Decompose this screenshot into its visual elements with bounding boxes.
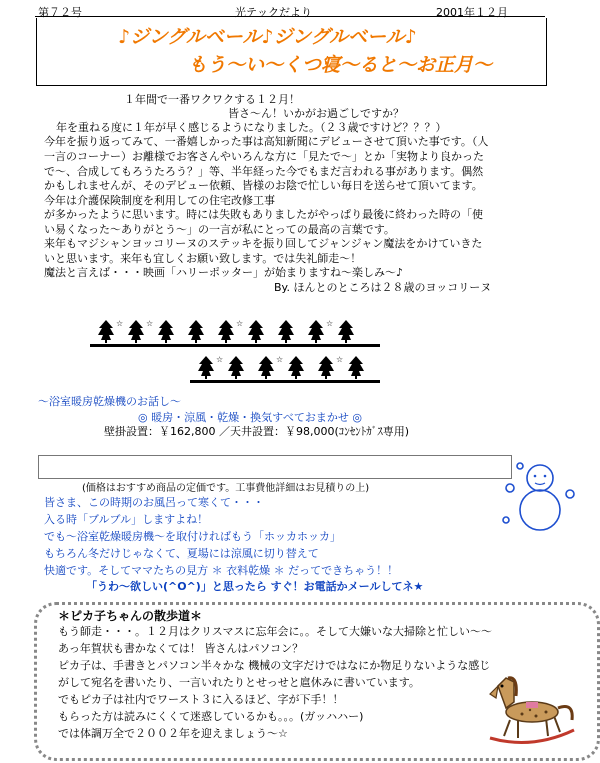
tree-row-top-icon (98, 319, 354, 343)
promo-line: 「うわ〜欲しい(^O^)」と思ったら すぐ！お電話かメールしてネ★ (86, 580, 424, 593)
intro-line: で〜、合成してもろうたろう？」等、半年経った今でもまだ言われる事があります。偶然 (44, 165, 484, 178)
intro-line: が多かったように思います。時には失敗もありましたがやっぱり最後に終わった時の「使 (44, 208, 484, 221)
column-line: がして宛名を書いたり、一言いれたりとせっせと扈休みに書いています。 (58, 676, 420, 689)
promo-line: 快適です。そしてママたちの見方 ＊ 衣料乾燥 ＊ だってできちゃう！！ (44, 564, 399, 577)
intro-line: 年を重ねる度に１年が早く感じるようになりました。（２３歳ですけど？？？） (56, 121, 447, 134)
title-line-1: ♪ジングルベール♪ジングルベール♪ (118, 26, 417, 48)
column-line: でもピカ子は社内でワースト３に入るほど、字が下手！！ (58, 693, 344, 706)
column-line: では体調万全で２００２年を迎えましょう〜☆ (58, 727, 288, 740)
promo-line: 皆さま、この時期のお風呂って寒くて・・・ (44, 496, 264, 509)
intro-line: 来年もマジシャンヨッコリーヌのステッキを振り回してジャンジャン魔法をかけていきた (44, 237, 483, 250)
promo-line: もちろん冬だけじゃなくて、夏場には涼風に切り替えて (44, 547, 319, 560)
svg-text:☆: ☆ (326, 319, 334, 328)
svg-text:☆: ☆ (336, 355, 344, 364)
column-heading: ＊ピカ子ちゃんの散歩道＊ (58, 609, 203, 623)
green-banner (38, 455, 512, 479)
promo-line: 入る時「ブルブル」しますよね！ (44, 513, 209, 526)
intro-signature: By. ほんとのところは２８歳のヨッコリーヌ (274, 281, 492, 294)
svg-text:☆: ☆ (216, 355, 224, 364)
title-line-2: もう〜い〜くつ寝〜ると〜お正月〜 (188, 54, 493, 76)
svg-text:☆: ☆ (146, 319, 154, 328)
product-price: 壁掛設置：￥162,800 ／天井設置：￥98,000(ｺﾝｾﾝﾄｶﾞｽ専用) (104, 425, 410, 438)
intro-line: い易くなった〜ありがとう〜」の一言が私にとっての最高の言葉です。 (44, 223, 395, 236)
svg-text:☆: ☆ (116, 319, 124, 328)
issue-date: 2001年１２月 (436, 6, 508, 19)
snowman-icon (498, 458, 580, 538)
intro-line: １年間で一番ワクワクする１２月！ (124, 93, 300, 106)
column-line: もらった方は読みにくくて迷惑しているかも。。。(ガッハハー) (58, 710, 364, 723)
column-line: もう師走・・・。１２月はクリスマスに忘年会に。。そして大嫌いな大掃除と忙しい〜〜 (58, 625, 493, 638)
product-heading: 〜浴室暖房乾燥機のお話し〜 (38, 395, 181, 408)
intro-line: 魔法と言えば・・・映画「ハリーポッター」が始まりますね〜楽しみ〜♪ (44, 266, 404, 279)
column-line: あっ年賀状も書かなくては！ 皆さんはパソコン？ (58, 642, 304, 655)
price-note: (価格はおすすめ商品の定価です。工事費他詳細はお見積りの上) (82, 483, 370, 494)
intro-line: いと思います。来年も宜しくお願い致します。では失礼師走〜！ (44, 252, 362, 265)
newsletter-name: 光テックだより (235, 6, 312, 19)
intro-line: 一言のコーナー）お離様でお客さんやいろんな方に「見たで〜」とか「実物より良かった (44, 150, 484, 163)
svg-text:☆: ☆ (236, 319, 244, 328)
rocking-horse-icon (484, 668, 580, 748)
intro-line: 今年を振り返ってみて、一番嬉しかった事は高知新聞にデビューさせて頂いた事です。（人 (44, 135, 489, 148)
product-features: ◎ 暖房・涼風・乾燥・換気すべておまかせ ◎ (138, 411, 362, 424)
tree-row-bottom-icon (198, 355, 364, 379)
svg-text:☆: ☆ (276, 355, 284, 364)
issue-number: 第７２号 (38, 6, 82, 19)
intro-line: 今年は介護保険制度を利用しての住宅改修工事 (44, 194, 275, 207)
promo-line: でも〜浴室乾燥暖房機〜を取付ければもう「ホッカホッカ」 (44, 530, 341, 543)
intro-line: かもしれませんが、そのデビュー依頼、皆様のお陰で忙しい毎日を送らせて頂いてます。 (44, 179, 483, 192)
intro-line: 皆さ〜ん！いかがお過ごしですか？ (228, 107, 404, 120)
header-rule (35, 16, 545, 17)
column-line: ピカ子は、手書きとパソコン半々かな 機械の文字だけではなにか物足りないような感じ (58, 659, 491, 672)
christmas-tree-border (90, 318, 380, 388)
